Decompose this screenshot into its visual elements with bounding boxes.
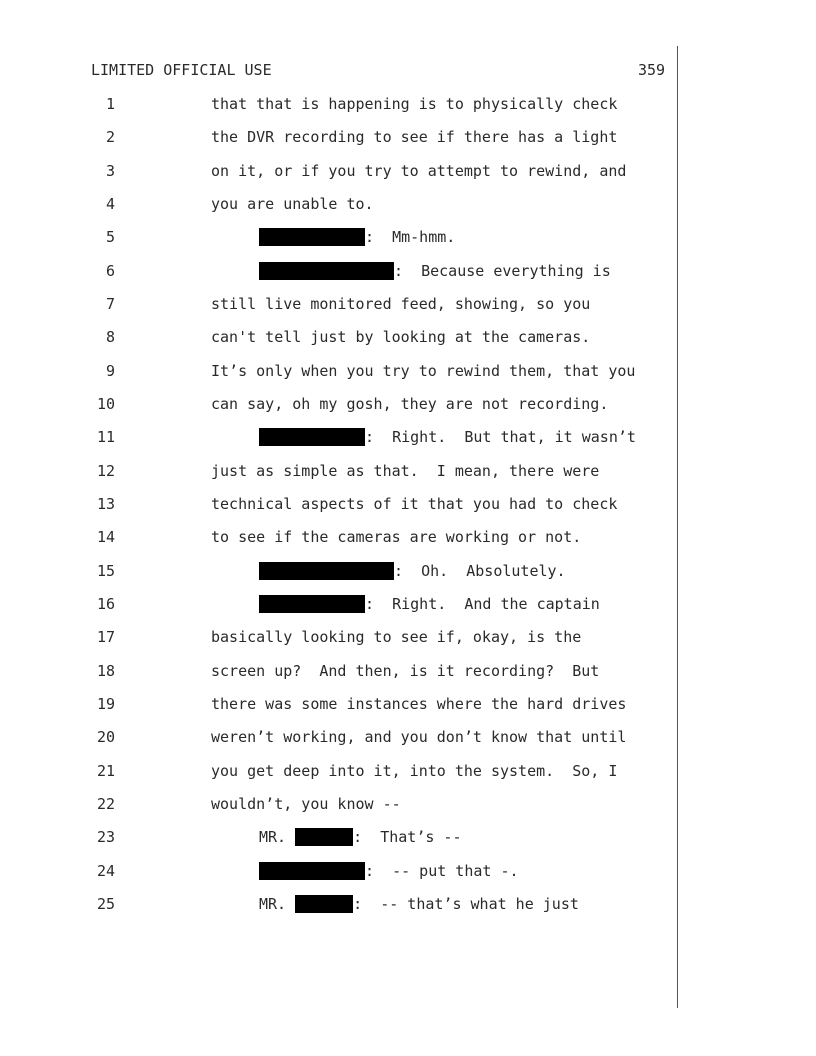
line-text: that that is happening is to physically check [211,95,618,113]
speaker-line [259,228,455,246]
page-number: 359 [638,61,666,79]
speech-text: : Right. And the captain [365,595,600,613]
transcript-line [0,828,670,848]
line-text: weren’t working, and you don’t know that until [211,728,627,746]
transcript-line [0,628,670,648]
transcript-line [0,428,670,448]
line-text: still live monitored feed, showing, so you [211,295,591,313]
redacted-speaker-name [259,562,394,580]
transcript-line [0,528,670,548]
line-text: to see if the cameras are working or not. [211,528,582,546]
line-number: 14 [96,528,115,546]
speech-text: : Because everything is [394,262,611,280]
line-number: 25 [96,895,115,913]
transcript-line [0,295,670,315]
line-number: 3 [105,162,115,180]
line-number: 4 [105,195,115,213]
line-text: It’s only when you try to rewind them, that you [211,362,636,380]
speech-text: : That’s -- [353,828,462,846]
line-number: 17 [96,628,115,646]
line-number: 1 [105,95,115,113]
transcript-line [0,862,670,882]
redacted-speaker-name [295,895,353,913]
speech-text: : Right. But that, it wasn’t [365,428,636,446]
transcript-line [0,662,670,682]
speaker-line [259,562,566,580]
line-number: 21 [96,762,115,780]
transcript-line [0,162,670,182]
line-number: 2 [105,128,115,146]
speaker-line [259,895,579,913]
transcript-line [0,695,670,715]
line-number: 20 [96,728,115,746]
speaker-line [259,262,611,280]
line-text: can say, oh my gosh, they are not recording. [211,395,609,413]
transcript-line [0,462,670,482]
line-number: 23 [96,828,115,846]
line-number: 24 [96,862,115,880]
line-number: 12 [96,462,115,480]
line-number: 8 [105,328,115,346]
transcript-line [0,195,670,215]
speaker-line [259,428,636,446]
line-number: 19 [96,695,115,713]
transcript-line [0,762,670,782]
redacted-speaker-name [295,828,353,846]
redacted-speaker-name [259,262,394,280]
speaker-line [259,595,600,613]
speech-text: : -- put that -. [365,862,519,880]
line-text: you get deep into it, into the system. So, I [211,762,618,780]
line-number: 18 [96,662,115,680]
redacted-speaker-name [259,595,365,613]
transcript-line [0,262,670,282]
speaker-line [259,828,462,846]
line-number: 6 [105,262,115,280]
line-number: 10 [96,395,115,413]
transcript-line [0,595,670,615]
line-text: just as simple as that. I mean, there were [211,462,600,480]
line-number: 9 [105,362,115,380]
document-header-classification: LIMITED OFFICIAL USE [91,61,272,79]
redacted-speaker-name [259,862,365,880]
line-number: 5 [105,228,115,246]
transcript-line [0,95,670,115]
line-text: basically looking to see if, okay, is the [211,628,582,646]
transcript-line [0,495,670,515]
line-text: there was some instances where the hard drives [211,695,627,713]
line-number: 15 [96,562,115,580]
margin-rule [677,46,678,1008]
line-number: 13 [96,495,115,513]
line-number: 7 [105,295,115,313]
line-text: the DVR recording to see if there has a light [211,128,618,146]
line-number: 16 [96,595,115,613]
transcript-line [0,395,670,415]
speech-text: : -- that’s what he just [353,895,579,913]
transcript-line [0,128,670,148]
transcript-line [0,562,670,582]
transcript-line [0,328,670,348]
transcript-line [0,228,670,248]
line-text: you are unable to. [211,195,374,213]
line-text: technical aspects of it that you had to check [211,495,618,513]
line-text: wouldn’t, you know -- [211,795,401,813]
line-text: on it, or if you try to attempt to rewind, and [211,162,627,180]
transcript-line [0,795,670,815]
line-number: 22 [96,795,115,813]
speaker-title: MR. [259,895,296,913]
line-text: screen up? And then, is it recording? But [211,662,600,680]
speaker-title: MR. [259,828,296,846]
transcript-line [0,728,670,748]
line-text: can't tell just by looking at the cameras. [211,328,591,346]
speech-text: : Oh. Absolutely. [394,562,566,580]
transcript-line [0,362,670,382]
speech-text: : Mm-hmm. [365,228,456,246]
line-number: 11 [96,428,115,446]
transcript-line [0,895,670,915]
redacted-speaker-name [259,428,365,446]
redacted-speaker-name [259,228,365,246]
speaker-line [259,862,519,880]
